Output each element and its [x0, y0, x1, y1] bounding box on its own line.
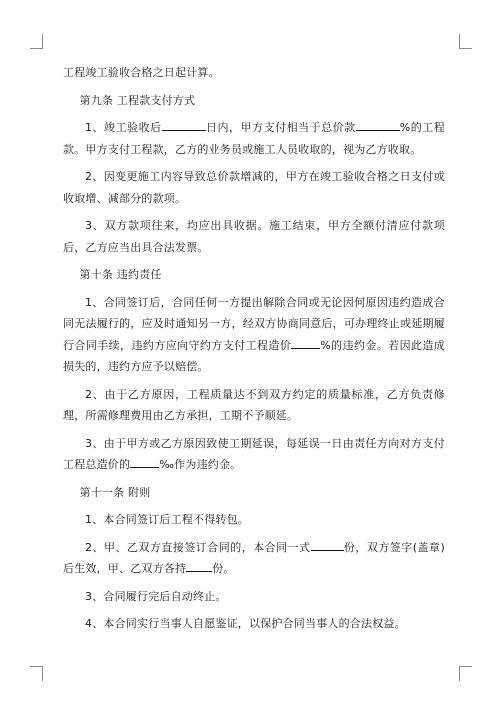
article-11-heading: [63, 482, 445, 504]
article-9-clause-1: [63, 117, 445, 160]
clause-text: %的违约金。若因此造成损失的，违约方应予以赔偿。: [63, 338, 446, 373]
fill-in-blank-days[interactable]: [162, 118, 206, 131]
fill-in-blank-copies-each[interactable]: [186, 559, 212, 572]
heading-text: 第十一条 附则: [79, 485, 151, 499]
clause-text: 2、因变更施工内容导致总价款增减的，甲方在竣工验收合格之日支付或收取增、减部分的款项。: [63, 170, 445, 205]
article-9-clause-2: [63, 166, 445, 209]
clause-text: 3、双方款项往来，均应出具收据。施工结束，甲方全额付清应付款项后，乙方应当出具合法发票。: [63, 219, 445, 254]
article-9-heading: [63, 90, 445, 112]
clause-text: 3、由于甲方或乙方原因致使工期延误，每延误一日由责任方向对方支付工程总造价的: [63, 436, 445, 471]
article-10-clause-3: [63, 433, 445, 476]
document-page-body: [63, 62, 445, 641]
article-10-heading: [63, 264, 445, 286]
clause-text: %的工程款。甲方支付工程款，乙方的业务员或施工人员收取的，视为乙方收取。: [63, 121, 445, 156]
clause-text: 2、由于乙方原因，工程质量达不到双方约定的质量标准，乙方负责修理，所需修理费用由乙方承担，工期不予顺延。: [63, 387, 445, 422]
article-11-clause-4: [63, 613, 445, 635]
clause-text: 日内，甲方支付相当于总价款: [205, 121, 356, 134]
fill-in-blank-permille[interactable]: [130, 455, 159, 468]
clause-text: 1、合同签订后，合同任何一方提出解除合同或无论因何原因违约造成合同无法履行的，应及时通知另一方，经双方协商同意后，可办理终止或延期履行合同手续，违约方应向守约方支付工程造价: [63, 295, 445, 352]
heading-text: 第十条 违约责任: [79, 268, 162, 281]
page-corner-mark-top-right: [459, 34, 472, 49]
paragraph-continuation: [63, 62, 445, 84]
clause-text: 份。: [212, 562, 235, 575]
article-11-clause-3: [63, 586, 445, 608]
clause-text: 2、甲、乙双方直接签订合同的，本合同一式: [85, 540, 311, 554]
clause-text: 1、竣工验收后: [85, 121, 162, 134]
page-corner-mark-top-left: [30, 34, 43, 49]
article-10-clause-1: [63, 292, 445, 378]
clause-text: 份，双方签字(盖章)后生效，甲、乙双方各持: [63, 540, 445, 575]
clause-text: ‰作为违约金。: [159, 458, 242, 471]
page-corner-mark-bottom-right: [459, 666, 472, 681]
clause-text: 4、本合同实行当事人自愿鉴证，以保护合同当事人的合法权益。: [85, 617, 406, 630]
article-11-clause-1: [63, 509, 445, 531]
article-10-clause-2: [63, 384, 445, 427]
article-9-clause-3: [63, 215, 445, 258]
page-corner-mark-bottom-left: [30, 666, 43, 681]
heading-text: 第九条 工程款支付方式: [79, 93, 196, 107]
fill-in-blank-penalty-percent[interactable]: [291, 336, 320, 349]
clause-text: 3、合同履行完后自动终止。: [85, 589, 227, 603]
article-11-clause-2: [63, 537, 445, 580]
clause-text: 1、本合同签订后工程不得转包。: [85, 513, 249, 526]
fill-in-blank-percent[interactable]: [356, 118, 400, 131]
fill-in-blank-copies[interactable]: [311, 538, 344, 551]
paragraph-text: 工程竣工验收合格之日起计算。: [63, 66, 220, 79]
